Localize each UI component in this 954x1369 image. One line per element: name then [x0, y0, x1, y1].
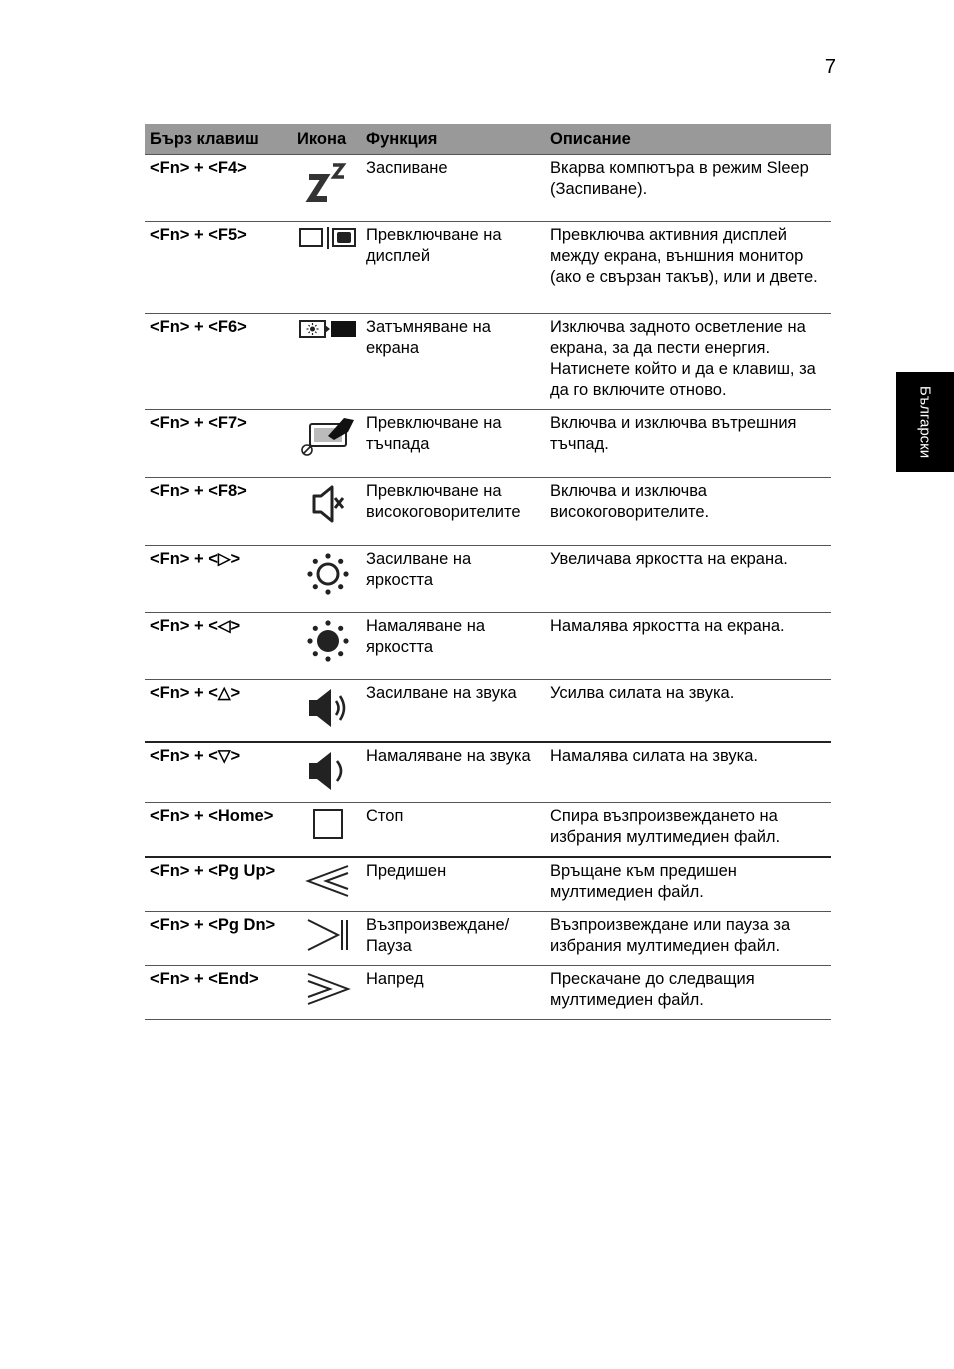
- hotkey-cell: <Fn> + <Pg Dn>: [145, 912, 295, 966]
- function-cell: Намаляване на звука: [361, 742, 545, 803]
- function-cell: Заспиване: [361, 155, 545, 222]
- header-function: Функция: [361, 124, 545, 155]
- hotkey-cell: <Fn> + <End>: [145, 966, 295, 1020]
- hotkey-cell: <Fn> + <▷>: [145, 546, 295, 613]
- table-row: [145, 478, 831, 546]
- icon-cell: [295, 410, 361, 478]
- hotkey-cell: <Fn> + <Home>: [145, 803, 295, 858]
- description-cell: Увеличава яркостта на екрана.: [545, 546, 831, 613]
- play-pause-icon: [302, 916, 354, 954]
- icon-cell: [295, 222, 361, 314]
- header-hotkey: Бърз клавиш: [145, 124, 295, 155]
- table-row: [145, 857, 831, 912]
- function-cell: Засилване на звука: [361, 680, 545, 742]
- description-cell: Намалява силата на звука.: [545, 742, 831, 803]
- function-cell: Превключване на дисплей: [361, 222, 545, 314]
- table-row: [145, 155, 831, 222]
- icon-cell: [295, 742, 361, 803]
- table-row: [145, 410, 831, 478]
- icon-cell: [295, 680, 361, 742]
- touchpad-toggle-icon: [298, 414, 358, 456]
- description-cell: Включва и изключва вътрешния тъчпад.: [545, 410, 831, 478]
- function-cell: Напред: [361, 966, 545, 1020]
- icon-cell: [295, 478, 361, 546]
- hotkey-cell: <Fn> + <▽>: [145, 742, 295, 803]
- hotkey-cell: <Fn> + <F5>: [145, 222, 295, 314]
- hotkey-cell: <Fn> + <△>: [145, 680, 295, 742]
- description-cell: Връщане към предишен мултимедиен файл.: [545, 857, 831, 912]
- icon-cell: [295, 912, 361, 966]
- speaker-mute-icon: [308, 482, 348, 526]
- icon-cell: [295, 155, 361, 222]
- hotkey-cell: <Fn> + <F4>: [145, 155, 295, 222]
- volume-down-icon: [305, 747, 351, 795]
- hotkey-cell: <Fn> + <◁>: [145, 613, 295, 680]
- icon-cell: [295, 857, 361, 912]
- language-side-tab-label: Български: [916, 385, 934, 459]
- header-description: Описание: [545, 124, 831, 155]
- function-cell: Превключване на високоговорителите: [361, 478, 545, 546]
- icon-cell: [295, 546, 361, 613]
- table-row: [145, 912, 831, 966]
- description-cell: Вкарва компютъра в режим Sleep (Заспиване).: [545, 155, 831, 222]
- description-cell: Прескачане до следващия мултимедиен файл.: [545, 966, 831, 1020]
- page-number: 7: [824, 56, 836, 78]
- function-cell: Затъмняване на екрана: [361, 314, 545, 410]
- table-row: [145, 546, 831, 613]
- description-cell: Включва и изключва високоговорителите.: [545, 478, 831, 546]
- function-cell: Намаляване на яркостта: [361, 613, 545, 680]
- next-icon: [302, 970, 354, 1008]
- sleep-zz-icon: [305, 159, 351, 207]
- language-side-tab: [896, 372, 954, 472]
- table-row: [145, 613, 831, 680]
- description-cell: Изключва задното осветление на екрана, за да пести енергия. Натиснете който и да е клавиш, за да го включите отново.: [545, 314, 831, 410]
- screen-blank-icon: [298, 318, 358, 340]
- description-cell: Намалява яркостта на екрана.: [545, 613, 831, 680]
- hotkey-cell: <Fn> + <F6>: [145, 314, 295, 410]
- icon-cell: [295, 966, 361, 1020]
- brightness-down-icon: [304, 617, 352, 665]
- description-cell: Възпроизвеждане или пауза за избрания мултимедиен файл.: [545, 912, 831, 966]
- function-cell: Засилване на яркостта: [361, 546, 545, 613]
- header-icon: Икона: [295, 124, 361, 155]
- icon-cell: [295, 613, 361, 680]
- brightness-up-icon: [304, 550, 352, 598]
- table-row: [145, 803, 831, 858]
- volume-up-icon: [305, 684, 351, 732]
- hotkeys-table: [145, 124, 831, 1020]
- hotkey-cell: <Fn> + <F7>: [145, 410, 295, 478]
- icon-cell: [295, 314, 361, 410]
- display-toggle-icon: [298, 226, 358, 250]
- hotkey-cell: <Fn> + <Pg Up>: [145, 857, 295, 912]
- function-cell: Възпроизвеждане/ Пауза: [361, 912, 545, 966]
- description-cell: Превключва активния дисплей между екрана, външния монитор (ако е свързан такъв), или и двете.: [545, 222, 831, 314]
- icon-cell: [295, 803, 361, 858]
- function-cell: Превключване на тъчпада: [361, 410, 545, 478]
- previous-icon: [302, 862, 354, 900]
- table-header-row: [145, 124, 831, 155]
- table-row: [145, 680, 831, 742]
- description-cell: Усилва силата на звука.: [545, 680, 831, 742]
- stop-icon: [308, 807, 348, 843]
- table-row: [145, 966, 831, 1020]
- function-cell: Предишен: [361, 857, 545, 912]
- table-row: [145, 742, 831, 803]
- table-row: [145, 222, 831, 314]
- function-cell: Стоп: [361, 803, 545, 858]
- table-row: [145, 314, 831, 410]
- hotkey-cell: <Fn> + <F8>: [145, 478, 295, 546]
- description-cell: Спира възпроизвеждането на избрания мултимедиен файл.: [545, 803, 831, 858]
